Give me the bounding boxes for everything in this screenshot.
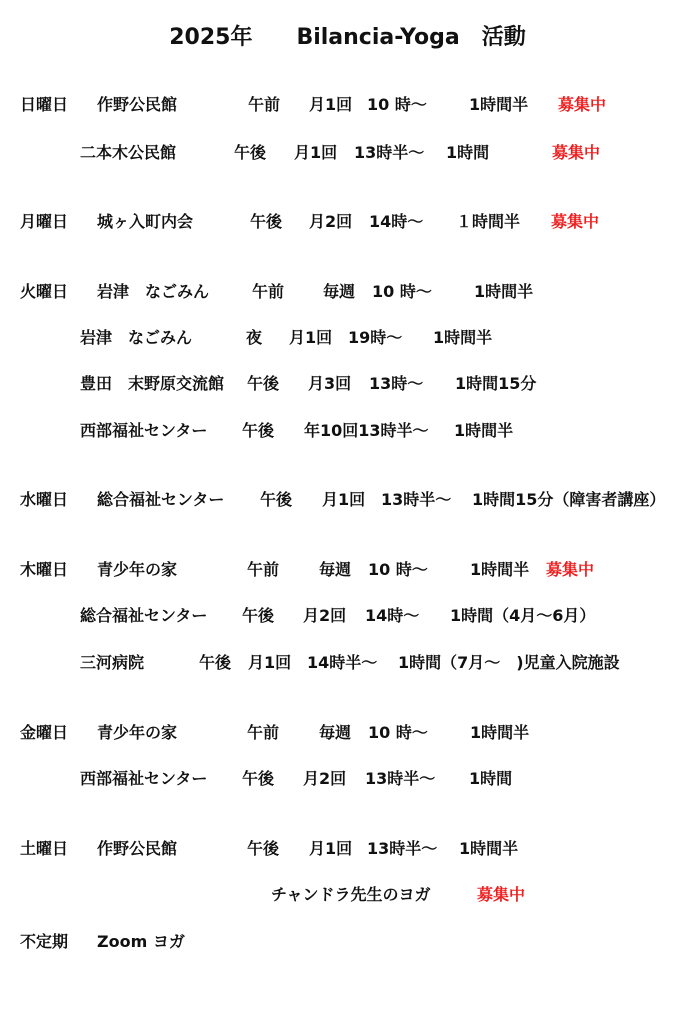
day-label: 土曜日 [20, 839, 69, 858]
duration: 1時間15分（障害者講座） [472, 490, 666, 509]
day-label: 日曜日 [20, 95, 69, 114]
start-time: 19時～ [348, 328, 403, 347]
venue: Zoom ヨガ [97, 932, 185, 951]
venue: 作野公民館 [97, 839, 178, 858]
frequency: 毎週 [319, 560, 352, 579]
time-of-day: 午後 [242, 421, 275, 440]
day-label: 火曜日 [20, 282, 69, 301]
frequency: 月2回 [303, 606, 347, 625]
day-label: 月曜日 [20, 212, 69, 231]
frequency: 月1回 [309, 839, 353, 858]
duration: 1時間半 [433, 328, 493, 347]
duration: 1時間 [446, 143, 490, 162]
venue: 総合福祉センター [97, 490, 225, 509]
start-time: 13時半～ [354, 143, 425, 162]
time-of-day: 午後 [260, 490, 293, 509]
time-of-day: 午後 [247, 839, 280, 858]
duration: 1時間15分 [455, 374, 537, 393]
frequency: 月1回 [309, 95, 353, 114]
start-time: 14時～ [365, 606, 420, 625]
time-of-day: 午後 [199, 653, 232, 672]
frequency: 月2回 [303, 769, 347, 788]
day-label: 金曜日 [20, 723, 69, 742]
frequency: 月2回 [309, 212, 353, 231]
duration: １時間半 [456, 212, 521, 231]
start-time: 13時半～ [367, 839, 438, 858]
frequency: 月1回 [248, 653, 292, 672]
duration: 1時間半 [454, 421, 514, 440]
time-of-day: 午前 [247, 723, 280, 742]
frequency: 月3回 [308, 374, 352, 393]
time-of-day: 夜 [246, 328, 263, 347]
frequency: 毎週 [323, 282, 356, 301]
recruiting-badge: 募集中 [558, 95, 607, 114]
start-time: 13時～ [369, 374, 424, 393]
day-label: 木曜日 [20, 560, 69, 579]
venue: 西部福祉センター [80, 769, 208, 788]
recruiting-badge: 募集中 [546, 560, 595, 579]
venue: 西部福祉センター [80, 421, 208, 440]
venue: 青少年の家 [97, 723, 178, 742]
duration: 1時間 [469, 769, 513, 788]
time-of-day: 午後 [242, 606, 275, 625]
day-label: 水曜日 [20, 490, 69, 509]
start-time: 10 時～ [372, 282, 432, 301]
duration: 1時間半 [459, 839, 519, 858]
frequency: 毎週 [319, 723, 352, 742]
frequency: 月1回 [322, 490, 366, 509]
frequency: 月1回 [289, 328, 333, 347]
duration: 1時間半 [470, 560, 530, 579]
venue: 青少年の家 [97, 560, 178, 579]
day-label: 不定期 [20, 932, 69, 951]
time-of-day: 午前 [247, 560, 280, 579]
time-of-day: 午後 [234, 143, 267, 162]
start-time: 10 時～ [368, 560, 428, 579]
venue: 作野公民館 [97, 95, 178, 114]
frequency: 年10回13時半～ [304, 421, 429, 440]
venue: 豊田 末野原交流館 [80, 374, 225, 393]
duration: 1時間半 [474, 282, 534, 301]
recruiting-badge: 募集中 [552, 143, 601, 162]
start-time: 10 時～ [367, 95, 427, 114]
venue: チャンドラ先生のヨガ [271, 885, 431, 904]
frequency: 月1回 [294, 143, 338, 162]
recruiting-badge: 募集中 [551, 212, 600, 231]
page-title: 2025年 Bilancia-Yoga 活動 [169, 25, 526, 50]
duration: 1時間半 [470, 723, 530, 742]
duration: 1時間（7月～ )児童入院施設 [398, 653, 620, 672]
start-time: 13時半～ [381, 490, 452, 509]
time-of-day: 午後 [247, 374, 280, 393]
venue: 総合福祉センター [80, 606, 208, 625]
time-of-day: 午後 [242, 769, 275, 788]
start-time: 14時半～ [307, 653, 378, 672]
time-of-day: 午前 [248, 95, 281, 114]
recruiting-badge: 募集中 [477, 885, 526, 904]
start-time: 13時半～ [365, 769, 436, 788]
time-of-day: 午後 [250, 212, 283, 231]
venue: 二本木公民館 [80, 143, 177, 162]
duration: 1時間（4月～6月） [450, 606, 596, 625]
time-of-day: 午前 [252, 282, 285, 301]
venue: 岩津 なごみん [97, 282, 210, 301]
start-time: 14時～ [369, 212, 424, 231]
start-time: 10 時～ [368, 723, 428, 742]
venue: 岩津 なごみん [80, 328, 193, 347]
venue: 城ヶ入町内会 [97, 212, 194, 231]
duration: 1時間半 [469, 95, 529, 114]
venue: 三河病院 [80, 653, 145, 672]
